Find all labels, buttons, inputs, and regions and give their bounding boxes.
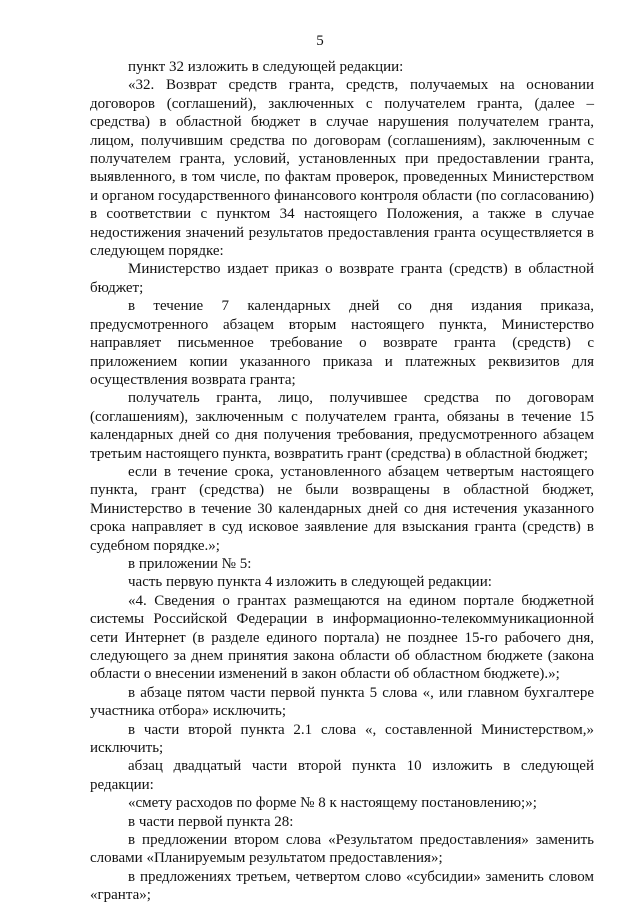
paragraph-11: в части второй пункта 2.1 слова «, составленной Министерством,» исключить; (90, 721, 594, 757)
paragraph-5: получатель гранта, лицо, получившее средства по договорам (соглашениям), заключенным с получателем гранта, обязаны в течение 15 календарных дней со дня получения требования, предусмотренного абзацем третьим настоящего пункта, возвратить грант (средства) в областной бюджет; (90, 390, 594, 462)
paragraph-1: пункт 32 изложить в следующей редакции: (128, 59, 404, 75)
paragraph-3: Министерство издает приказ о возврате гранта (средств) в областной бюджет; (90, 261, 594, 296)
paragraph-16: в предложениях третьем, четвертом слово «субсидии» заменить словом «гранта»; (90, 868, 594, 904)
page-number: 5 (316, 33, 324, 49)
paragraph-4: в течение 7 календарных дней со дня издания приказа, предусмотренного абзацем вторым настоящего пункта, Министерство направляет письменное требование о возврате гранта (средств) с приложением копии указанного приказа и платежных реквизитов для осуществления возврата гранта; (90, 298, 594, 388)
paragraph-12: абзац двадцатый части второй пункта 10 изложить в следующей редакции: (90, 758, 594, 793)
paragraph-7: в приложении № 5: (128, 555, 252, 572)
paragraph-8: часть первую пункта 4 изложить в следующей редакции: (128, 574, 492, 591)
paragraph-15: в предложении втором слова «Результатом предоставления» заменить словами «Планируемым результатом предоставления»; (90, 832, 594, 867)
paragraph-13: «смету расходов по форме № 8 к настоящему постановлению;»; (128, 795, 537, 812)
paragraph-14: в части первой пункта 28: (128, 813, 294, 830)
paragraph-6: если в течение срока, установленного абзацем четвертым настоящего пункта, грант (средства) не были возвращены в областной бюджет, Министерство в течение 30 календарных дней со дня истечения указанного срока направляет в суд исковое заявление для взыскания гранта (средств) в судебном порядке.»; (90, 463, 594, 554)
document-body (90, 58, 594, 905)
paragraph-2: «32. Возврат средств гранта, средств, получаемых на основании договоров (соглашений), заключенных с получателем гранта, (далее – средства) в областной бюджет в случае нарушения получателем гранта, лицом, получившим средства по договорам (соглашениям), заключенным с получателем гранта, условий, установленных при предоставлении гранта, выявленного, в том числе, по фактам проверок, проведенных Министерством и органом государственного финансового контроля области (по согласованию) в соответствии с пунктом 34 настоящего Положения, а также в случае недостижения значений результатов предоставления гранта осуществляется в следующем порядке: (90, 77, 594, 260)
paragraph-9: «4. Сведения о грантах размещаются на едином портале бюджетной системы Российской Федерации в информационно-телекоммуникационной сети Интернет (в разделе единого портала) не позднее 15-го рабочего дня, следующего за днем принятия закона области об областном бюджете (закона области о внесении изменений в закон области об областном бюджете).»; (90, 592, 594, 683)
paragraph-10: в абзаце пятом части первой пункта 5 слова «, или главном бухгалтере участника отбора» исключить; (90, 684, 594, 720)
